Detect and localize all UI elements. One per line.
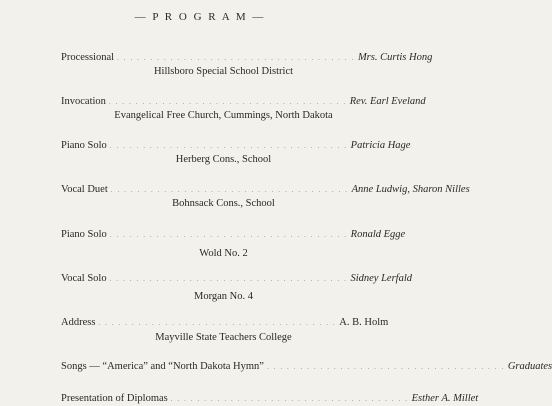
entry-row bbox=[61, 51, 433, 65]
entry-performer: Sidney Lerfald bbox=[350, 273, 413, 284]
entry-detail: Wold No. 2 bbox=[199, 248, 248, 259]
entry-performer: Mrs. Curtis Hong bbox=[357, 52, 433, 63]
entry-row bbox=[61, 316, 389, 330]
entry-performer: A. B. Holm bbox=[339, 317, 389, 328]
dot-leader: . . . . . . . . . . . . . . . . . . . . . . . . . . . . . . . . . . . . bbox=[109, 231, 348, 239]
dot-leader: . . . . . . . . . . . . . . . . . . . . . . . . . . . . . . . . . . . . bbox=[117, 54, 355, 62]
dot-leader: . . . . . . . . . . . . . . . . . . . . . . . . . . . . . . . . . . . . bbox=[108, 98, 347, 106]
entry-detail: Morgan No. 4 bbox=[193, 291, 253, 302]
program-entry bbox=[61, 228, 406, 260]
program-entry bbox=[61, 183, 470, 210]
entry-row bbox=[61, 139, 411, 153]
entry-performer: Ronald Egge bbox=[350, 229, 406, 240]
entry-detail: Evangelical Free Church, Cummings, North Dakota bbox=[114, 110, 333, 121]
dot-leader: . . . . . . . . . . . . . . . . . . . . . . . . . . . . . . . . . . . . bbox=[109, 142, 348, 150]
entry-label: Address bbox=[61, 317, 96, 328]
entry-row bbox=[61, 392, 479, 406]
entry-detail: Bohnsack Cons., School bbox=[172, 198, 275, 209]
program-entry bbox=[61, 392, 479, 406]
entry-label: Vocal Solo bbox=[61, 273, 107, 284]
entry-performer: Rev. Earl Eveland bbox=[349, 96, 426, 107]
entry-performer: Esther A. Millet bbox=[411, 393, 479, 404]
entry-detail: Mayville State Teachers College bbox=[155, 332, 292, 343]
entry-detail: Herberg Cons., School bbox=[175, 154, 272, 165]
entry-row bbox=[61, 272, 413, 286]
entry-performer: Graduates bbox=[507, 361, 552, 372]
entry-label: Piano Solo bbox=[61, 229, 107, 240]
entry-label: Songs — “America” and “North Dakota Hymn” bbox=[61, 361, 264, 372]
entry-row bbox=[61, 360, 552, 374]
entry-detail: Hillsboro Special School District bbox=[153, 66, 294, 77]
entry-row bbox=[61, 95, 426, 109]
dot-leader: . . . . . . . . . . . . . . . . . . . . . . . . . . . . . . . . . . . . bbox=[170, 395, 409, 403]
entry-label: Processional bbox=[61, 52, 115, 63]
program-entry bbox=[61, 316, 389, 344]
entry-performer: Patricia Hage bbox=[350, 140, 411, 151]
entry-label: Piano Solo bbox=[61, 140, 107, 151]
dot-leader: . . . . . . . . . . . . . . . . . . . . . . . . . . . . . . . . . . . . bbox=[109, 275, 348, 283]
entry-label: Vocal Duet bbox=[61, 184, 108, 195]
entry-label: Presentation of Diplomas bbox=[61, 393, 168, 404]
program-entry bbox=[61, 272, 413, 303]
entry-performer: Anne Ludwig, Sharon Nilles bbox=[351, 184, 470, 195]
program-heading: — P R O G R A M — bbox=[134, 11, 266, 23]
entry-row bbox=[61, 228, 406, 242]
entry-label: Invocation bbox=[61, 96, 106, 107]
program-entry bbox=[61, 139, 411, 166]
program-entry bbox=[61, 360, 552, 374]
program-entry bbox=[61, 95, 426, 122]
entry-row bbox=[61, 183, 470, 197]
dot-leader: . . . . . . . . . . . . . . . . . . . . . . . . . . . . . . . . . . . . bbox=[266, 363, 505, 371]
dot-leader: . . . . . . . . . . . . . . . . . . . . . . . . . . . . . . . . . . . . bbox=[110, 186, 349, 194]
program-entry bbox=[61, 51, 433, 78]
dot-leader: . . . . . . . . . . . . . . . . . . . . . . . . . . . . . . . . . . . . bbox=[98, 319, 337, 327]
